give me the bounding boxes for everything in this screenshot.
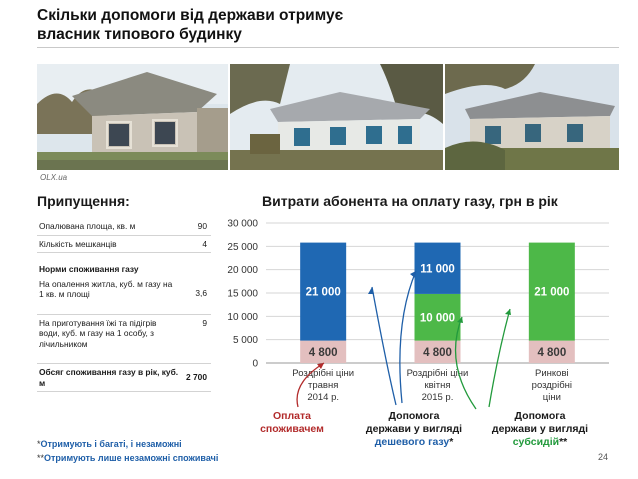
caption-consumer-payment — [252, 410, 332, 436]
row-label: На опалення житла, куб. м газу на 1 кв. м площі — [37, 276, 181, 315]
table-section-header — [37, 253, 211, 276]
slide-title-line-2: власник типового будинку — [37, 26, 242, 43]
house-photo-3 — [445, 64, 619, 170]
data-label: 4 800 — [537, 346, 567, 359]
row-value — [181, 253, 211, 276]
y-tick-label: 25 000 — [227, 241, 258, 253]
y-tick-label: 15 000 — [227, 288, 258, 300]
x-tick-label: квітня — [424, 380, 451, 391]
caption-cheap-gas — [355, 410, 473, 449]
footnote-text: Отримують лише незаможні споживачі — [44, 453, 219, 463]
footnote-2 — [37, 451, 218, 465]
caption-cheap-line-1: Допомога — [388, 410, 440, 422]
title-divider — [37, 47, 619, 48]
y-tick-label: 20 000 — [227, 265, 258, 277]
row-label: Обсяг споживання газу в рік, куб. м — [37, 364, 181, 392]
x-tick-label: Роздрібні ціни — [406, 368, 469, 379]
data-label: 4 800 — [308, 346, 338, 359]
x-tick-label: Ринкові — [535, 368, 569, 379]
row-value: 9 — [181, 314, 211, 364]
arrow-cheap-gas-1 — [372, 287, 396, 405]
house-photo-1 — [37, 64, 228, 170]
row-label: На приготування їжі та підігрів води, куб. м газу на 1 особу, з лічильником — [37, 314, 181, 364]
row-value: 4 — [181, 235, 211, 253]
x-tick-label: роздрібні — [531, 380, 573, 391]
caption-cheap-line-3: дешевого газу — [374, 436, 450, 448]
row-label: Кількість мешканців — [37, 235, 181, 253]
assumptions-table — [37, 218, 211, 392]
row-value: 90 — [181, 218, 211, 235]
footnotes — [37, 437, 218, 465]
row-label: Опалювана площа, кв. м — [37, 218, 181, 235]
assumptions-heading: Припущення: — [37, 193, 130, 209]
data-label: 21 000 — [534, 286, 570, 299]
data-label: 4 800 — [423, 346, 452, 359]
caption-consumer-line-1: Оплата — [272, 410, 311, 422]
table-row — [37, 235, 211, 253]
caption-subsidy-line-1: Допомога — [514, 410, 566, 422]
x-tick-label: 2015 р. — [421, 392, 454, 403]
stacked-bar-chart — [214, 213, 619, 413]
table-row — [37, 218, 211, 235]
row-value: 3,6 — [181, 276, 211, 315]
footnote-mark: ** — [37, 453, 45, 463]
x-tick-label: 2014 р. — [307, 392, 340, 403]
caption-cheap-line-2: держави у вигляді — [365, 423, 463, 435]
arrow-cheap-gas-2 — [400, 271, 416, 403]
table-row — [37, 276, 211, 315]
arrow-subsidy-2 — [489, 309, 510, 407]
house-photo-2 — [230, 64, 443, 170]
row-value: 2 700 — [181, 364, 211, 392]
caption-subsidy — [480, 410, 600, 449]
footnote-text: Отримують і багаті, і незаможні — [40, 439, 182, 449]
section-label: Норми споживання газу — [39, 264, 139, 274]
page-number: 24 — [598, 452, 609, 462]
slide-title — [37, 6, 457, 44]
chart-title: Витрати абонента на оплату газу, грн в рік — [262, 193, 558, 209]
footnote-mark: * — [37, 439, 41, 449]
arrowhead-subsidy-2 — [505, 309, 511, 315]
table-row-total — [37, 364, 211, 392]
footnote-1 — [37, 437, 218, 451]
caption-subsidy-line-3: субсидій — [512, 436, 560, 448]
data-label: 10 000 — [419, 312, 456, 325]
x-tick-label: ціни — [542, 392, 561, 403]
x-tick-label: травня — [307, 380, 339, 391]
y-tick-label: 30 000 — [227, 218, 258, 230]
table-row — [37, 314, 211, 364]
caption-subsidy-mark: ** — [559, 436, 568, 448]
caption-consumer-line-2: споживачем — [260, 423, 324, 435]
x-tick-label: Роздрібні ціни — [292, 368, 355, 379]
data-label: 11 000 — [420, 263, 455, 276]
caption-subsidy-line-2: держави у вигляді — [491, 423, 589, 435]
data-label: 21 000 — [305, 286, 341, 299]
caption-cheap-mark: * — [449, 436, 454, 448]
y-tick-label: 0 — [252, 358, 258, 370]
photo-credit: OLX.ua — [40, 173, 68, 182]
y-tick-label: 5 000 — [232, 335, 258, 347]
slide-title-line-1: Скільки допомоги від держави отримує — [37, 7, 344, 24]
y-tick-label: 10 000 — [227, 311, 258, 323]
